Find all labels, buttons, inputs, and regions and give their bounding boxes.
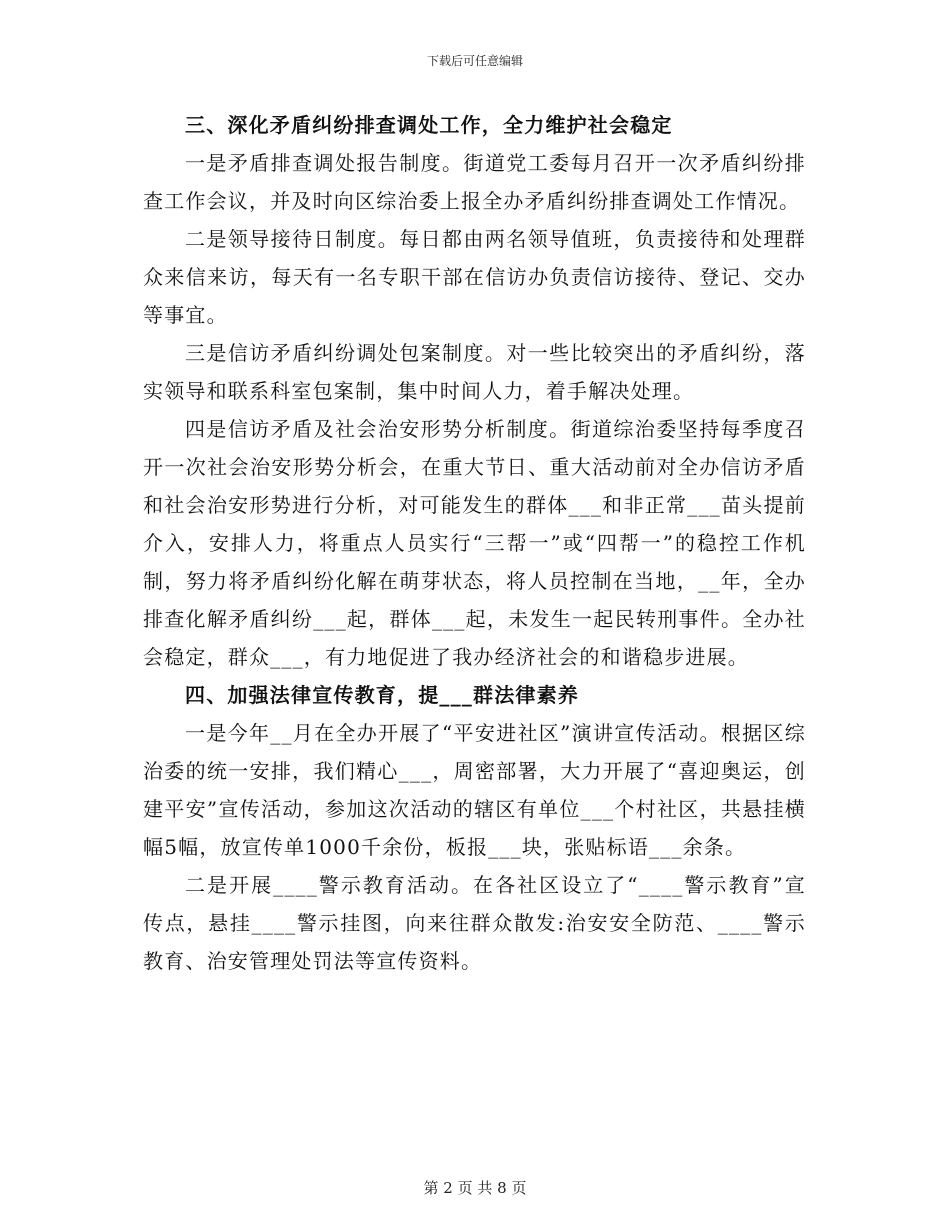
document-body [143, 106, 806, 980]
page-header: 下载后可任意编辑 [426, 54, 523, 68]
paragraph: 二是开展____警示教育活动。在各社区设立了“____警示教育”宣传点，悬挂____警示挂图，向来往群众散发:治安安全防范、____警示教育、治安管理处罚法等宣传资料。 [143, 873, 806, 973]
paragraph: 一是矛盾排查调处报告制度。街道党工委每月召开一次矛盾纠纷排查工作会议，并及时向区综治委上报全办矛盾纠纷排查调处工作情况。 [143, 151, 806, 213]
page-number: 第 2 页 共 8 页 [423, 1179, 527, 1197]
paragraph: 三是信访矛盾纠纷调处包案制度。对一些比较突出的矛盾纠纷，落实领导和联系科室包案制，集中时间人力，着手解决处理。 [143, 341, 806, 403]
section-heading-4: 四、加强法律宣传教育，提___群法律素养 [185, 683, 579, 707]
section-heading-3: 三、深化矛盾纠纷排查调处工作，全力维护社会稳定 [185, 113, 673, 137]
paragraph: 一是今年__月在全办开展了“平安进社区”演讲宣传活动。根据区综治委的统一安排，我们精心___，周密部署，大力开展了“喜迎奥运，创建平安”宣传活动，参加这次活动的辖区有单位___个村社区，共悬挂横幅5幅，放宣传单1000千余份，板报___块，张贴标语___余条。 [143, 721, 806, 859]
paragraph: 二是领导接待日制度。每日都由两名领导值班，负责接待和处理群众来信来访，每天有一名专职干部在信访办负责信访接待、登记、交办等事宜。 [143, 227, 806, 327]
paragraph: 四是信访矛盾及社会治安形势分析制度。街道综治委坚持每季度召开一次社会治安形势分析会，在重大节日、重大活动前对全办信访矛盾和社会治安形势进行分析，对可能发生的群体___和非正常___苗头提前介入，安排人力，将重点人员实行“三帮一”或“四帮一”的稳控工作机制，努力将矛盾纠纷化解在萌芽状态，将人员控制在当地，__年，全办排查化解矛盾纠纷___起，群体___起，未发生一起民转刑事件。全办社会稳定，群众___，有力地促进了我办经济社会的和谐稳步进展。 [143, 417, 806, 669]
